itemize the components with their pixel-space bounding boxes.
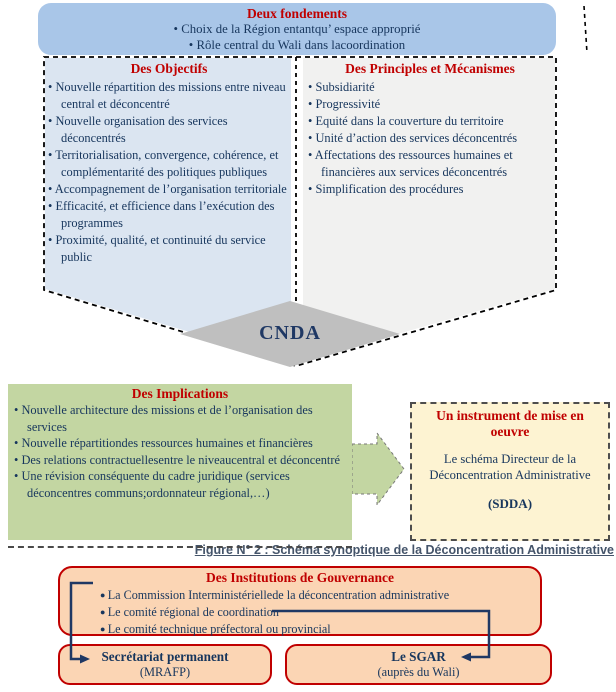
cnda-label: CNDA [259, 322, 321, 344]
institutions-item: ● La Commission Interministériellede la déconcentration administrative [100, 587, 540, 604]
principes-title: Des Principles et Mécanismes [345, 61, 515, 76]
implications-item: • Des relations contractuellesentre le niveaucentral et déconcentré [14, 452, 348, 469]
instrument-acronym: (SDDA) [487, 496, 533, 511]
implications-item: • Une révision conséquente du cadre juridique (services déconcentres communs;ordonnateur régional,…) [14, 468, 348, 501]
fondements-box [38, 3, 556, 55]
implications-item: • Nouvelle architecture des missions et de l’organisation des services [14, 402, 348, 435]
instrument-box [410, 402, 610, 541]
objectifs-title: Des Objectifs [130, 61, 208, 76]
green-box-dashed-edge [8, 546, 352, 548]
objectifs-item: • Nouvelle organisation des services déconcentrés [48, 113, 290, 147]
right-arrow-shape [352, 433, 404, 505]
instrument-title: Un instrument de mise en oeuvre [436, 408, 584, 439]
secretariat-subtitle: (MRAFP) [139, 665, 191, 679]
secretariat-title: Secrétariat permanent [101, 649, 229, 664]
implications-title: Des Implications [131, 386, 229, 401]
institutions-box [58, 566, 542, 636]
top-right-dashed-mark [584, 6, 587, 53]
institutions-item: ● Le comité régional de coordination [100, 604, 540, 621]
principes-item: • Subsidiarité [308, 79, 552, 96]
sgar-subtitle: (auprès du Wali) [377, 665, 460, 679]
objectifs-item: • Efficacité, et efficience dans l’exécution des programmes [48, 198, 290, 232]
principes-column [308, 61, 552, 198]
objectifs-item: • Accompagnement de l’organisation territoriale [48, 181, 290, 198]
fondements-item: • Rôle central du Wali dans lacoordination [38, 38, 556, 54]
principes-item: • Unité d’action des services déconcentrés [308, 130, 552, 147]
institutions-item: ● Le comité technique préfectoral ou provincial [100, 621, 540, 638]
objectifs-item: • Proximité, qualité, et continuité du service public [48, 232, 290, 266]
fondements-title: Deux fondements [246, 6, 348, 21]
principes-item: • Simplification des procédures [308, 181, 552, 198]
secretariat-box [58, 644, 272, 685]
figure-caption: Figure N° 2 : Schéma synoptique de la Déconcentration Administrative [194, 543, 614, 557]
sgar-title: Le SGAR [391, 649, 446, 664]
sgar-box [285, 644, 552, 685]
objectifs-column [48, 61, 290, 266]
objectifs-item: • Territorialisation, convergence, cohérence, et complémentarité des politiques publiques [48, 147, 290, 181]
implications-item: • Nouvelle répartitiondes ressources humaines et financières [14, 435, 348, 452]
principes-item: • Progressivité [308, 96, 552, 113]
principes-item: • Equité dans la couverture du territoire [308, 113, 552, 130]
fondements-item: • Choix de la Région entantqu’ espace approprié [38, 22, 556, 38]
objectifs-item: • Nouvelle répartition des missions entre niveau central et déconcentré [48, 79, 290, 113]
implications-box [8, 384, 352, 540]
instrument-body: Le schéma Directeur de la Déconcentration Administrative [429, 452, 591, 482]
institutions-title: Des Institutions de Gouvernance [206, 570, 394, 585]
principes-item: • Affectations des ressources humaines et financières aux services déconcentrés [308, 147, 552, 181]
